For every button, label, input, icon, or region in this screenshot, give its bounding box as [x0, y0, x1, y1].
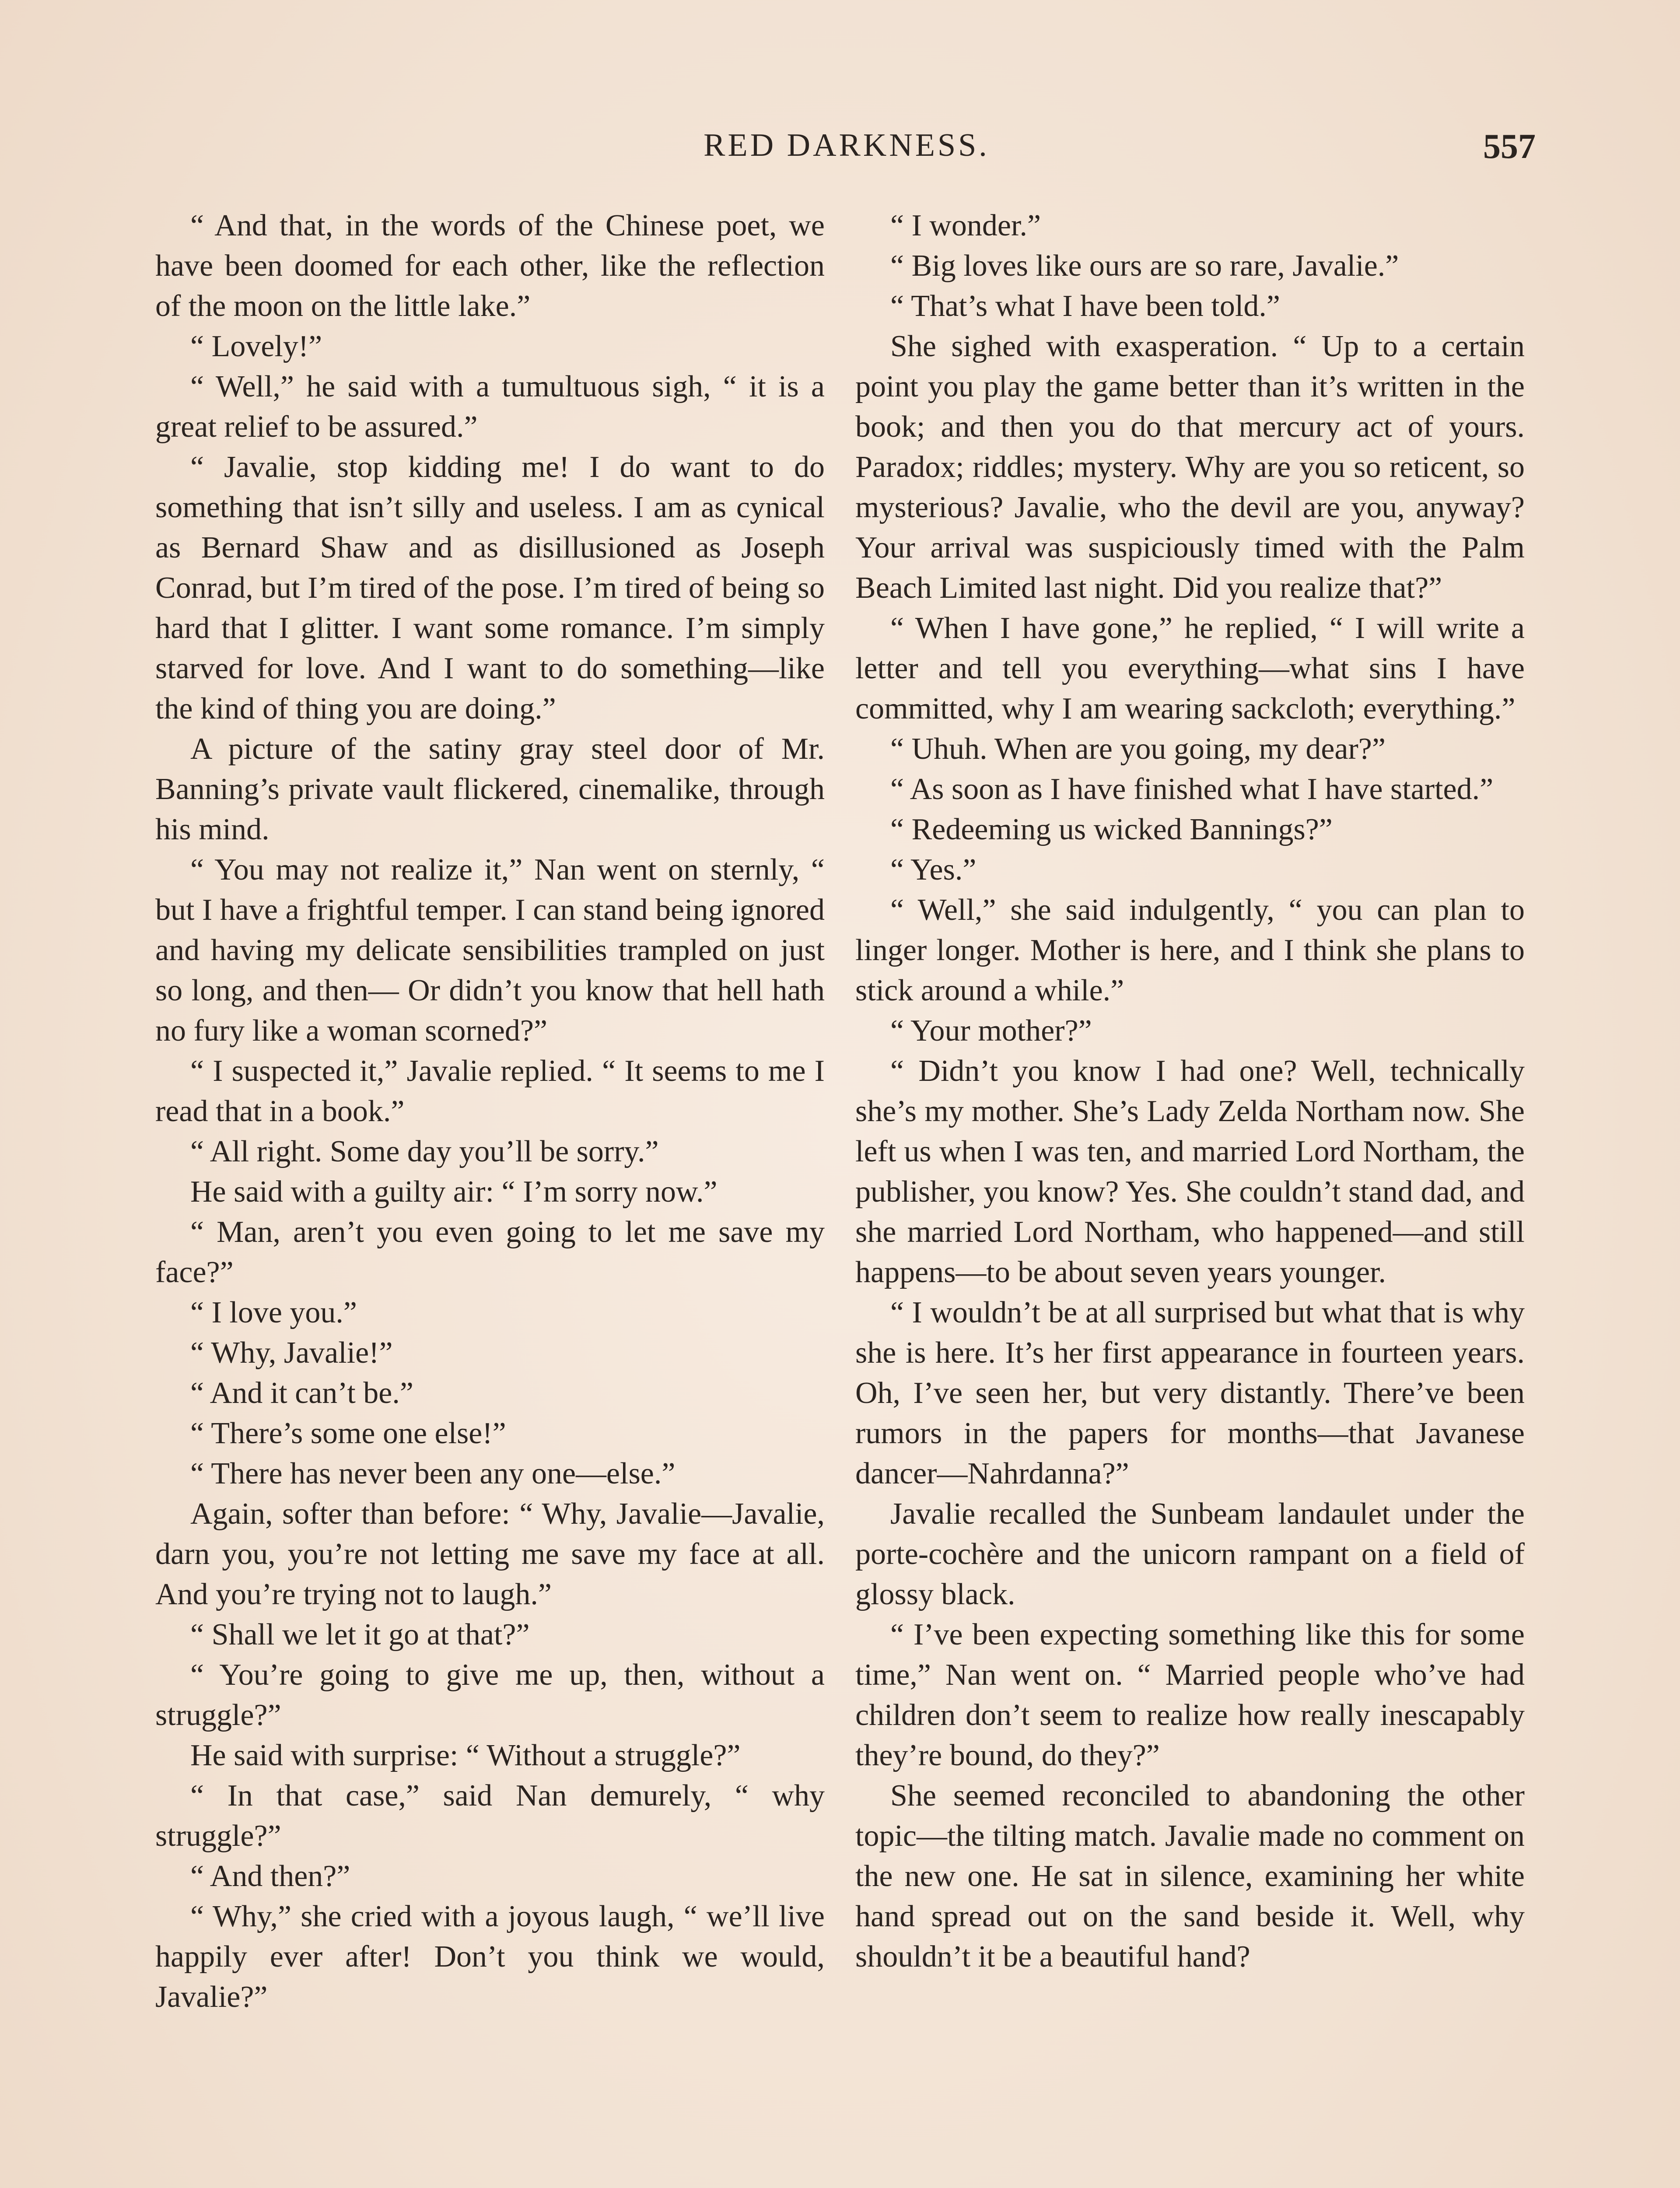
paragraph: “ And it can’t be.” [190, 1376, 413, 1410]
paragraph: “ Lovely!” [190, 330, 322, 363]
paragraph: “ Well,” he said with a tumultuous sigh, “ it is a great relief to be assured.” [155, 370, 825, 444]
running-title: RED DARKNESS. [704, 127, 990, 163]
paragraph: A picture of the satiny gray steel door of Mr. Banning’s private vault flickered, cinemalike, through his mind. [155, 732, 825, 846]
paragraph: “ As soon as I have finished what I have started.” [890, 772, 1494, 806]
paragraph: “ All right. Some day you’ll be sorry.” [190, 1135, 659, 1168]
paragraph: “ In that case,” said Nan demurely, “ why struggle?” [155, 1779, 825, 1853]
paragraph: “ Javalie, stop kidding me! I do want to do something that isn’t silly and useless. I am as cynical as Bernard Shaw and as disillusioned as Joseph Conrad, but I’m tired of the pose. I’m tired of being so hard that I glitter. I want some romance. I’m simply starved for love. And I want to do something—like the kind of thing you are doing.” [155, 450, 825, 726]
paragraph: “ Redeeming us wicked Bannings?” [890, 813, 1333, 846]
paragraph: “ I wouldn’t be at all surprised but what that is why she is here. It’s her first appearance in fourteen years. Oh, I’ve seen her, but very distantly. There’ve been rumors in the papers for months—that Javanese dancer—Nahrdanna?” [855, 1296, 1525, 1490]
paragraph: Javalie recalled the Sunbeam landaulet under the porte-cochère and the unicorn rampant on a field of glossy black. [855, 1497, 1525, 1611]
page-header [158, 127, 1536, 175]
paragraph: “ Your mother?” [890, 1014, 1092, 1048]
paragraph: “ Big loves like ours are so rare, Javalie.” [890, 249, 1399, 283]
paragraph: “ That’s what I have been told.” [890, 289, 1280, 323]
paragraph: “ Yes.” [890, 853, 976, 887]
paragraph: “ And that, in the words of the Chinese poet, we have been doomed for each other, like the reflection of the moon on the little lake.” [155, 209, 825, 323]
paragraph: “ I wonder.” [890, 209, 1041, 242]
right-text-column [855, 206, 1525, 1977]
left-text-column [155, 206, 825, 2017]
paragraph: “ Didn’t you know I had one? Well, technically she’s my mother. She’s Lady Zelda Northam now. She left us when I was ten, and married Lord Northam, the publisher, you know? Yes. She couldn’t stand dad, and she married Lord Northam, who happened—and still happens—to be about seven years younger. [855, 1054, 1525, 1289]
paragraph: “ You’re going to give me up, then, without a struggle?” [155, 1658, 825, 1732]
page-number: 557 [1483, 127, 1536, 166]
paragraph: “ Shall we let it go at that?” [190, 1618, 530, 1652]
paragraph: “ I suspected it,” Javalie replied. “ It seems to me I read that in a book.” [155, 1054, 825, 1128]
paragraph: “ Uhuh. When are you going, my dear?” [890, 732, 1386, 766]
paragraph: “ When I have gone,” he replied, “ I will write a letter and tell you everything—what sins I have committed, why I am wearing sackcloth; everything.” [855, 611, 1525, 726]
paragraph: “ I love you.” [190, 1296, 357, 1329]
paragraph: He said with surprise: “ Without a struggle?” [190, 1739, 741, 1772]
paragraph: “ And then?” [190, 1859, 350, 1893]
paragraph: “ Man, aren’t you even going to let me save my face?” [155, 1215, 825, 1289]
paragraph: “ There’s some one else!” [190, 1417, 506, 1450]
paragraph: Again, softer than before: “ Why, Javalie—Javalie, darn you, you’re not letting me save my face at all. And you’re trying not to laugh.” [155, 1497, 825, 1611]
paragraph: He said with a guilty air: “ I’m sorry now.” [190, 1175, 718, 1209]
paragraph: She sighed with exasperation. “ Up to a certain point you play the game better than it’s written in the book; and then you do that mercury act of yours. Paradox; riddles; mystery. Why are you so reticent, so mysterious? Javalie, who the devil are you, anyway? Your arrival was suspiciously timed with the Palm Beach Limited last night. Did you realize that?” [855, 330, 1525, 605]
paragraph: “ There has never been any one—else.” [190, 1457, 676, 1490]
paragraph: “ Well,” she said indulgently, “ you can plan to linger longer. Mother is here, and I think she plans to stick around a while.” [855, 893, 1525, 1007]
paragraph: “ I’ve been expecting something like this for some time,” Nan went on. “ Married people who’ve had children don’t seem to realize how really inescapably they’re bound, do they?” [855, 1618, 1525, 1772]
paragraph: “ You may not realize it,” Nan went on sternly, “ but I have a frightful temper. I can stand being ignored and having my delicate sensibilities trampled on just so long, and then— Or didn’t you know that hell hath no fury like a woman scorned?” [155, 853, 825, 1048]
paragraph: She seemed reconciled to abandoning the other topic—the tilting match. Javalie made no comment on the new one. He sat in silence, examining her white hand spread out on the sand beside it. Well, why shouldn’t it be a beautiful hand? [855, 1779, 1525, 1974]
paragraph: “ Why, Javalie!” [190, 1336, 393, 1370]
paragraph: “ Why,” she cried with a joyous laugh, “ we’ll live happily ever after! Don’t you think we would, Javalie?” [155, 1900, 825, 2014]
